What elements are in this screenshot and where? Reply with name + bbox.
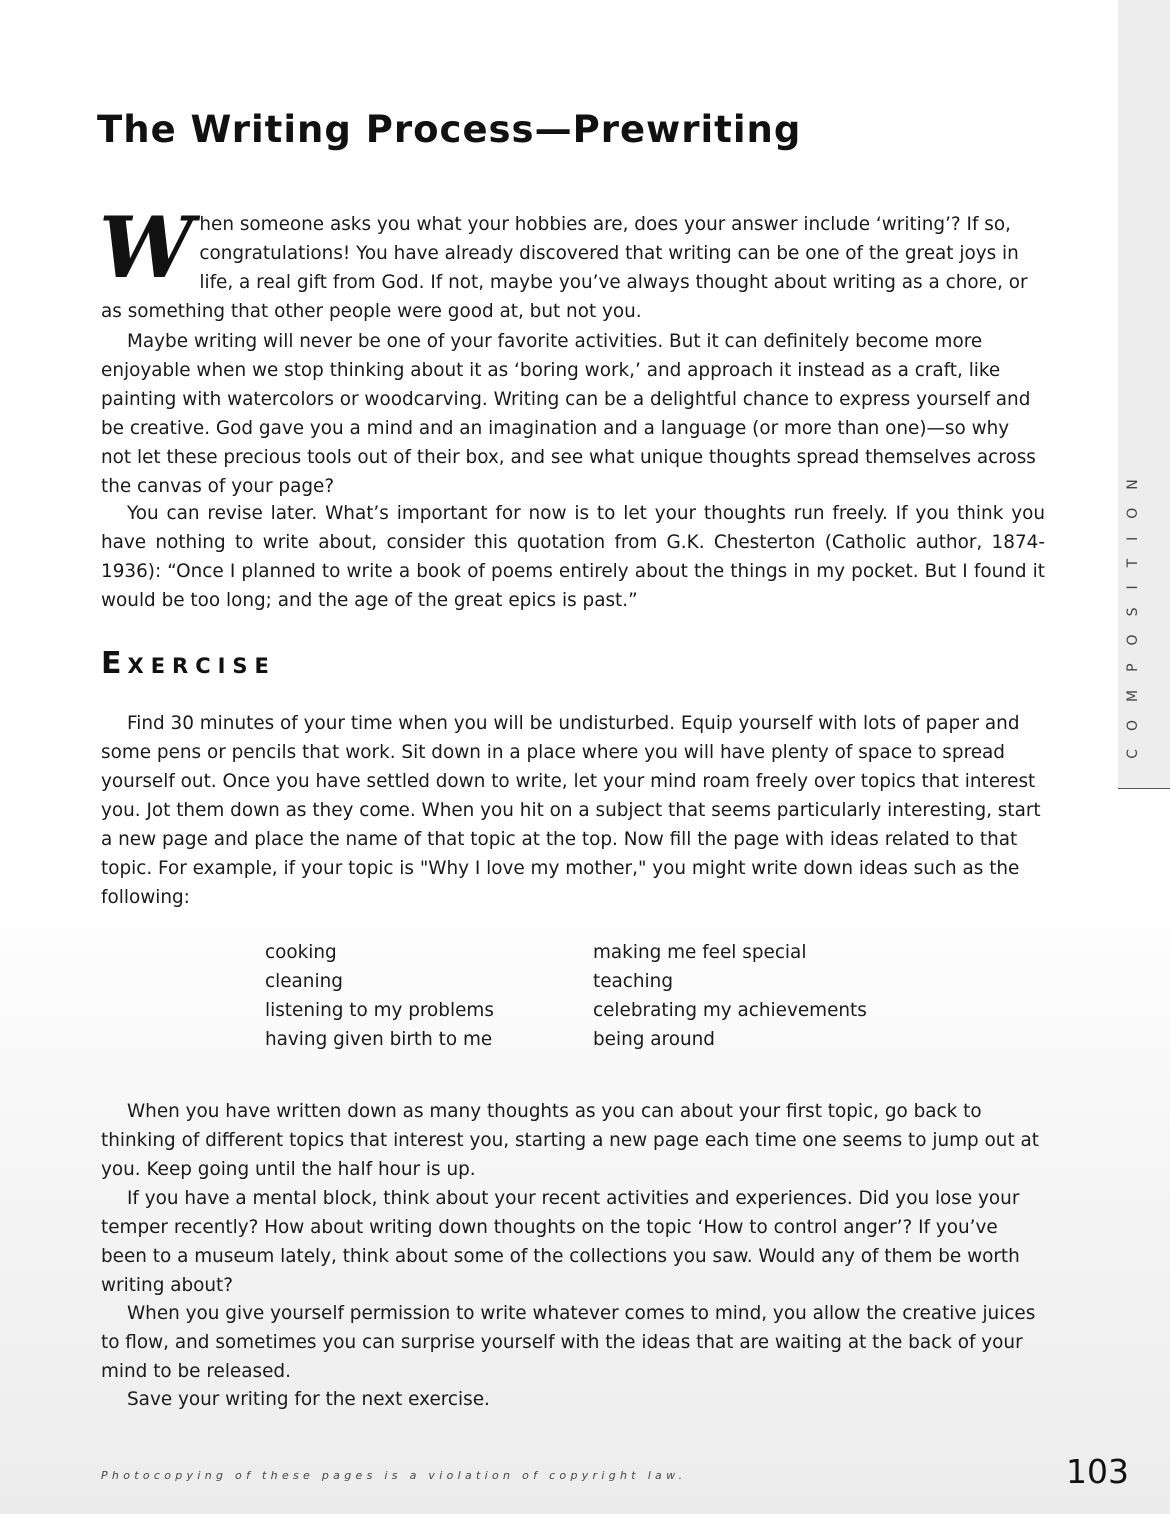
idea-item: being around bbox=[593, 1029, 715, 1050]
idea-item: teaching bbox=[593, 971, 674, 992]
exercise-heading bbox=[101, 646, 276, 681]
intro-paragraph-3: You can revise later. What’s important for now is to let your thoughts run freely. If you think you have nothing to write about, consider this quotation from G.K. Chesterton (Catholic author, 1874-1936): “Once I planned to write a book of poems entirely about the things in my pocket. But I found it would be too long; and the age of the great epics is past.” bbox=[101, 503, 1045, 611]
side-tab-rule bbox=[1118, 788, 1170, 789]
exercise-paragraph-1: Find 30 minutes of your time when you will be undisturbed. Equip yourself with lots of paper and some pens or pencils that work. Sit down in a place where you will have plenty of space to spread yourself out. Once you have settled down to write, let your mind roam freely over topics that interest you. Jot them down as they come. When you hit on a subject that seems particularly interesting, start a new page and place the name of that topic at the top. Now fill the page with ideas related to that topic. For example, if your topic is "Why I love my mother," you might write down ideas such as the following: bbox=[101, 713, 1041, 908]
intro-paragraph-1 bbox=[99, 198, 1045, 326]
exercise-paragraph-4: When you give yourself permission to write whatever comes to mind, you allow the creative juices to flow, and sometimes you can surprise yourself with the ideas that are waiting at the back of your mind to be released. bbox=[101, 1303, 1036, 1382]
idea-item: cleaning bbox=[265, 971, 343, 992]
idea-item: listening to my problems bbox=[265, 1000, 494, 1021]
exercise-paragraph-5: Save your writing for the next exercise. bbox=[127, 1389, 490, 1410]
side-tab-label: COMPOSITION bbox=[1125, 461, 1141, 759]
intro-paragraph-2: Maybe writing will never be one of your favorite activities. But it can definitely become more enjoyable when we stop thinking about it as ‘boring work,’ and approach it instead as a craft, like painting with watercolors or woodcarving. Writing can be a delightful chance to express yourself and be creative. God gave you a mind and an imagination and a language (or more than one)—so why not let these precious tools out of their box, and see what unique thoughts spread themselves across the canvas of your page? bbox=[101, 331, 1036, 497]
exercise-paragraph-2: When you have written down as many thoughts as you can about your first topic, go back to thinking of different topics that interest you, starting a new page each time one seems to jump out at you. Keep going until the half hour is up. bbox=[101, 1101, 1039, 1180]
idea-item: making me feel special bbox=[593, 942, 807, 963]
idea-item: having given birth to me bbox=[265, 1029, 493, 1050]
page-title: The Writing Process—Prewriting bbox=[97, 108, 802, 151]
side-tab bbox=[1118, 440, 1148, 780]
drop-cap: W bbox=[99, 198, 194, 297]
idea-list-left bbox=[265, 938, 494, 1054]
exercise-heading-initial: E bbox=[101, 646, 128, 681]
idea-list-right bbox=[593, 938, 867, 1054]
intro-paragraph-1-text: hen someone asks you what your hobbies are, does your answer include ‘writing’? If so, congratulations! You have already discovered that writing can be one of the great joys in life, a real gift from God. If not, maybe you’ve always thought about writing as a chore, or as something that other people were good at, but not you. bbox=[101, 214, 1028, 322]
page-number: 103 bbox=[1066, 1452, 1129, 1491]
idea-item: celebrating my achievements bbox=[593, 1000, 867, 1021]
exercise-paragraph-3: If you have a mental block, think about your recent activities and experiences. Did you lose your temper recently? How about writing down thoughts on the topic ‘How to control anger’? If you’ve been to a museum lately, think about some of the collections you saw. Would any of them be worth writing about? bbox=[101, 1188, 1020, 1296]
copyright-note: Photocopying of these pages is a violation of copyright law. bbox=[101, 1469, 687, 1482]
idea-item: cooking bbox=[265, 942, 337, 963]
exercise-heading-rest: XERCISE bbox=[127, 654, 276, 678]
